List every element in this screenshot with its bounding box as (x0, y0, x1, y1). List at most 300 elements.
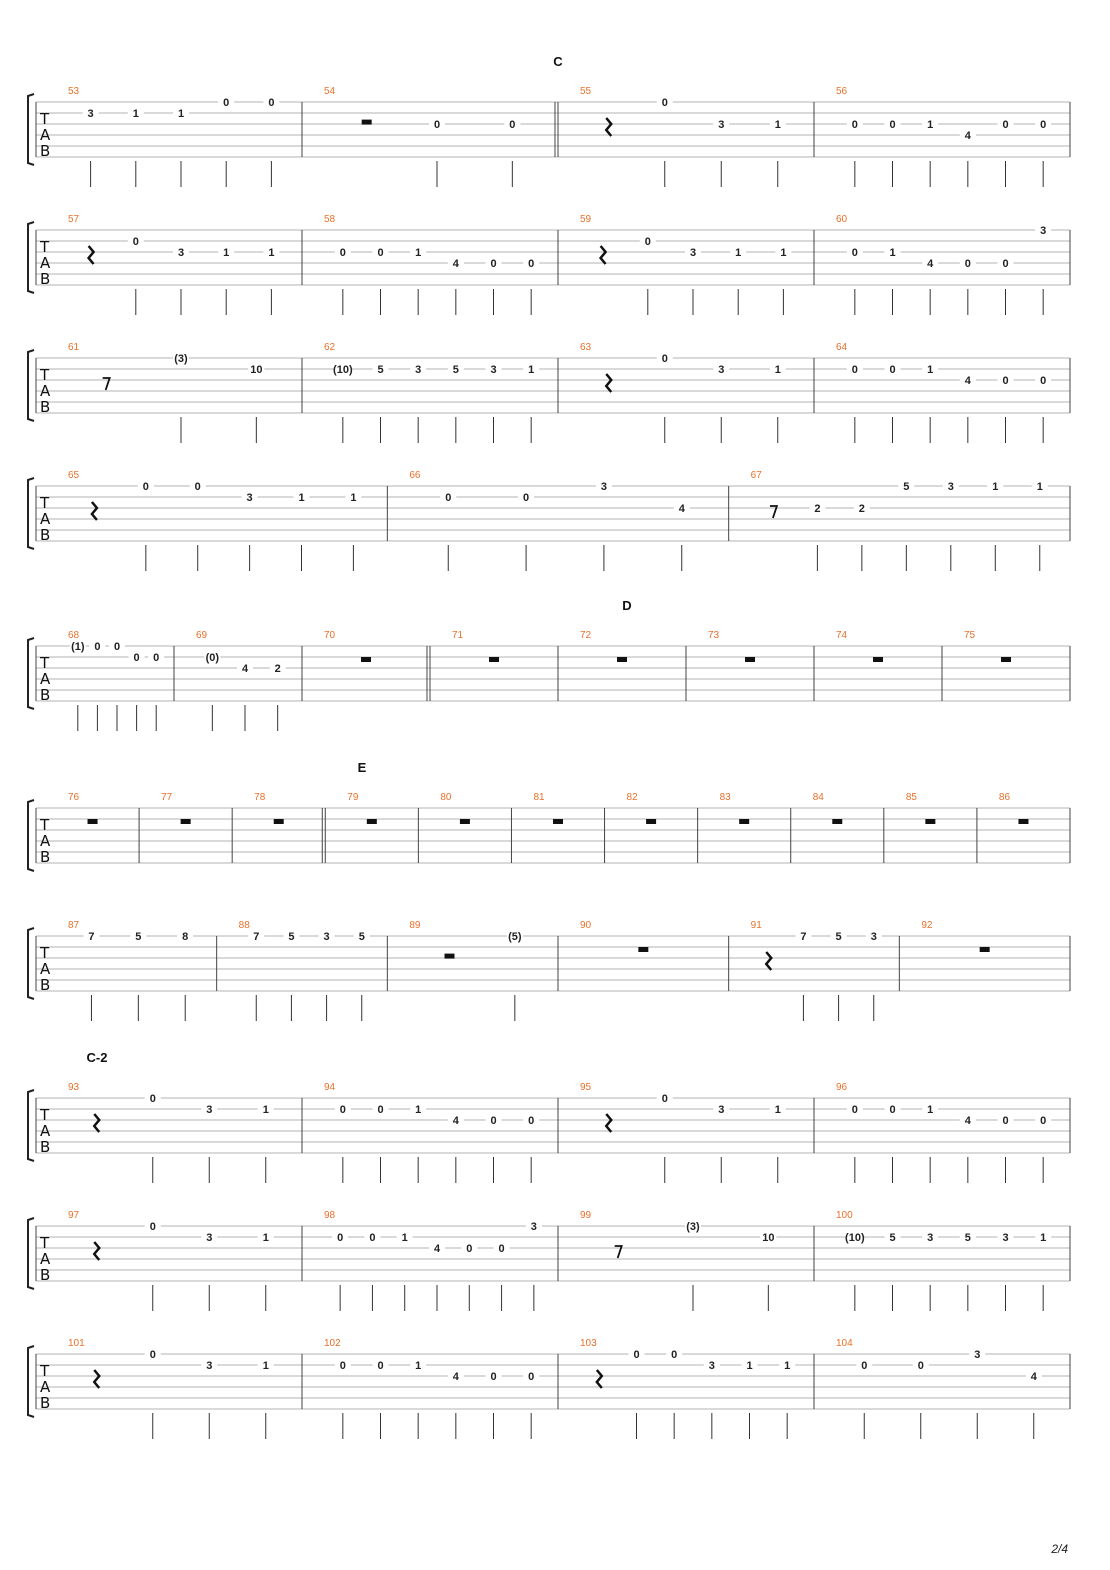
measure-number: 59 (580, 214, 592, 225)
tab-clef-letter: B (40, 398, 51, 416)
fret-number: 3 (1040, 225, 1047, 237)
tab-system (28, 86, 1070, 187)
tab-clef-letter: A (40, 832, 51, 850)
fret-number: 4 (452, 1371, 459, 1383)
fret-number: 0 (1002, 119, 1009, 131)
fret-number: 0 (528, 258, 535, 270)
whole-rest (745, 657, 755, 662)
measure-number: 89 (409, 920, 421, 931)
tab-clef-letter: A (40, 1378, 51, 1396)
fret-number: 1 (889, 247, 896, 259)
system-bracket (28, 222, 34, 293)
fret-number: 0 (113, 641, 121, 653)
fret-number: 0 (433, 119, 441, 131)
fret-number: 3 (490, 364, 497, 376)
fret-number: 3 (718, 364, 725, 376)
tab-clef-letter: B (40, 976, 51, 994)
measure-number: 70 (324, 630, 336, 641)
measure (68, 342, 302, 443)
fret-number: 1 (774, 119, 781, 131)
whole-rest (1018, 819, 1028, 824)
quarter-rest (89, 246, 94, 264)
whole-rest (925, 819, 935, 824)
measure-number: 54 (324, 86, 336, 97)
fret-number: 0 (509, 119, 516, 131)
measure (196, 630, 302, 731)
fret-number: 0 (964, 258, 971, 270)
system-bracket (28, 478, 34, 549)
fret-number: 5 (135, 931, 142, 943)
fret-number: 0 (661, 1093, 668, 1105)
fret-number: 0 (528, 1371, 535, 1383)
fret-number: 1 (1036, 481, 1043, 493)
tab-clef-letter: T (40, 494, 50, 512)
fret-number: 2 (274, 663, 281, 675)
fret-number: 1 (992, 481, 999, 493)
measure-number: 83 (719, 792, 731, 803)
measure (409, 470, 728, 571)
system-bracket (28, 350, 34, 421)
measure-number: 96 (836, 1082, 848, 1093)
fret-number: 0 (149, 1349, 156, 1361)
quarter-rest (92, 502, 97, 520)
fret-number: 3 (689, 247, 697, 259)
measure-number: 93 (68, 1082, 80, 1093)
whole-rest (88, 819, 98, 824)
measure-number: 81 (533, 792, 545, 803)
fret-number: 1 (415, 1104, 422, 1116)
fret-number: 0 (339, 247, 346, 259)
measure-number: 55 (580, 86, 592, 97)
system-bracket (28, 94, 34, 165)
tab-clef-letter: T (40, 816, 50, 834)
measure-number: 99 (580, 1210, 592, 1221)
fret-number: 1 (268, 247, 275, 259)
tab-clef-letter: T (40, 944, 50, 962)
fret-number: 0 (661, 97, 668, 109)
system-bracket (28, 1218, 34, 1289)
fret-number: 0 (861, 1360, 868, 1372)
fret-number: 0 (369, 1232, 376, 1244)
measure-number: 97 (68, 1210, 80, 1221)
section-label: C-2 (86, 1050, 108, 1065)
fret-number: 3 (323, 931, 330, 943)
fret-number: 0 (223, 97, 230, 109)
tab-clef-letter: A (40, 254, 51, 272)
fret-number: 3 (206, 1104, 213, 1116)
measure-number: 64 (836, 342, 848, 353)
measure-number: 80 (440, 792, 452, 803)
fret-number: 3 (530, 1221, 537, 1233)
fret-number: 10 (250, 364, 263, 376)
whole-rest (274, 819, 284, 824)
measure-number: 76 (68, 792, 80, 803)
measure-number: 66 (409, 470, 421, 481)
measure (324, 214, 558, 315)
quarter-rest (601, 246, 606, 264)
measure-number: 84 (812, 792, 824, 803)
fret-number: 3 (1002, 1232, 1009, 1244)
measure-number: 100 (836, 1210, 853, 1221)
fret-number: 0 (889, 1104, 896, 1116)
fret-number: 0 (889, 364, 896, 376)
fret-number: 3 (870, 931, 877, 943)
fret-number: 3 (600, 481, 607, 493)
fret-number: 4 (964, 130, 971, 142)
measure-number: 57 (68, 214, 80, 225)
measure-number: 95 (580, 1082, 592, 1093)
fret-number: 0 (851, 119, 858, 131)
fret-number: 3 (206, 1360, 213, 1372)
tab-system (28, 630, 1070, 731)
fret-number: 0 (133, 652, 140, 664)
fret-number: (10) (845, 1232, 865, 1244)
tab-clef-letter: T (40, 1106, 50, 1124)
measure (555, 86, 814, 187)
fret-number: 4 (678, 503, 685, 515)
quarter-rest (94, 1370, 99, 1388)
fret-number: 7 (88, 931, 95, 943)
tab-clef-letter: B (40, 1138, 51, 1156)
fret-number: 0 (917, 1360, 924, 1372)
fret-number: (1) (71, 641, 85, 653)
fret-number: 3 (177, 247, 185, 259)
section-label: D (622, 598, 632, 613)
fret-number: 0 (1040, 375, 1047, 387)
measure (580, 214, 814, 315)
measure-number: 56 (836, 86, 848, 97)
fret-number: 0 (889, 119, 896, 131)
fret-number: 1 (927, 364, 934, 376)
fret-number: 1 (262, 1232, 269, 1244)
measure (751, 920, 900, 1021)
fret-number: 2 (858, 503, 865, 515)
fret-number: (5) (508, 931, 522, 943)
whole-rest (367, 819, 377, 824)
measure (836, 1210, 1070, 1311)
fret-number: 0 (633, 1349, 640, 1361)
fret-number: 3 (718, 1104, 725, 1116)
measure (324, 1082, 558, 1183)
fret-number: 4 (964, 375, 971, 387)
measure (68, 86, 302, 187)
fret-number: 0 (153, 652, 160, 664)
measure-number: 92 (921, 920, 933, 931)
measure (68, 470, 387, 571)
fret-number: 1 (780, 247, 787, 259)
fret-number: 7 (800, 931, 807, 943)
fret-number: 5 (903, 481, 910, 493)
half-rest (445, 954, 455, 959)
fret-number: 1 (262, 1104, 269, 1116)
quarter-rest (94, 1242, 99, 1260)
measure-number: 73 (708, 630, 720, 641)
fret-number: 5 (358, 931, 365, 943)
fret-number: 5 (377, 364, 384, 376)
fret-number: 0 (490, 1371, 497, 1383)
quarter-rest (606, 118, 611, 136)
system-bracket (28, 800, 34, 871)
whole-rest (980, 947, 990, 952)
fret-number: 8 (182, 931, 189, 943)
measure (836, 342, 1070, 443)
fret-number: 0 (1040, 1115, 1047, 1127)
fret-number: 0 (149, 1221, 156, 1233)
fret-number: 0 (490, 1115, 497, 1127)
fret-number: 4 (433, 1243, 441, 1255)
fret-number: 0 (851, 364, 858, 376)
tab-clef-letter: A (40, 126, 51, 144)
fret-number: (3) (686, 1221, 700, 1233)
tab-clef-letter: B (40, 1394, 51, 1412)
fret-number: 0 (1040, 119, 1047, 131)
fret-number: 3 (718, 119, 725, 131)
fret-number: 0 (498, 1243, 505, 1255)
measure-number: 69 (196, 630, 208, 641)
fret-number: (10) (333, 364, 353, 376)
measure (580, 1338, 814, 1439)
tab-clef-letter: T (40, 1362, 50, 1380)
tab-system (28, 214, 1070, 315)
whole-rest (181, 819, 191, 824)
fret-number: (3) (174, 353, 188, 365)
fret-number: 0 (339, 1360, 346, 1372)
fret-number: 0 (644, 236, 651, 248)
quarter-rest (766, 952, 771, 970)
measure (836, 214, 1070, 315)
fret-number: 3 (947, 481, 954, 493)
fret-number: 1 (415, 1360, 422, 1372)
measure-number: 88 (238, 920, 250, 931)
tab-clef-letter: B (40, 142, 51, 160)
measure (580, 1210, 814, 1311)
tab-clef-letter: T (40, 238, 50, 256)
measure-number: 79 (347, 792, 359, 803)
measure-number: 60 (836, 214, 848, 225)
tab-clef-letter: B (40, 686, 51, 704)
measure-number: 63 (580, 342, 592, 353)
measure-number: 68 (68, 630, 80, 641)
measure (324, 1210, 558, 1311)
fret-number: 1 (927, 119, 934, 131)
measure-number: 75 (964, 630, 976, 641)
fret-number: 3 (206, 1232, 213, 1244)
fret-number: 1 (774, 1104, 781, 1116)
measure (324, 86, 558, 187)
fret-number: 4 (452, 258, 459, 270)
fret-number: 3 (927, 1232, 934, 1244)
measure-number: 91 (750, 920, 762, 931)
measure-number: 61 (68, 342, 80, 353)
section-label: C (553, 54, 563, 69)
measure (68, 920, 217, 1021)
measure (836, 1338, 1070, 1439)
fret-number: 2 (814, 503, 821, 515)
fret-number: 1 (746, 1360, 753, 1372)
measure (836, 1082, 1070, 1183)
fret-number: 1 (223, 247, 230, 259)
fret-number: 0 (268, 97, 275, 109)
fret-number: 0 (377, 1104, 384, 1116)
measure (68, 1338, 302, 1439)
fret-number: 3 (974, 1349, 981, 1361)
fret-number: 3 (87, 108, 94, 120)
tab-clef-letter: A (40, 1122, 51, 1140)
fret-number: 5 (288, 931, 295, 943)
fret-number: 4 (927, 258, 934, 270)
fret-number: 3 (246, 492, 253, 504)
whole-rest (832, 819, 842, 824)
whole-rest (646, 819, 656, 824)
fret-number: 1 (298, 492, 305, 504)
tab-clef-letter: T (40, 654, 50, 672)
fret-number: 0 (142, 481, 149, 493)
fret-number: 1 (927, 1104, 934, 1116)
fret-number: 0 (851, 1104, 858, 1116)
tab-clef-letter: T (40, 1234, 50, 1252)
whole-rest (553, 819, 563, 824)
tab-clef-letter: A (40, 510, 51, 528)
fret-number: 0 (671, 1349, 678, 1361)
measure (580, 342, 814, 443)
fret-number: 0 (1002, 1115, 1009, 1127)
whole-rest (617, 657, 627, 662)
fret-number: 0 (1002, 375, 1009, 387)
fret-number: 1 (415, 247, 422, 259)
measure-number: 58 (324, 214, 336, 225)
fret-number: 1 (262, 1360, 269, 1372)
tab-system (28, 342, 1070, 443)
tab-clef-letter: B (40, 848, 51, 866)
measure (239, 920, 388, 1021)
whole-rest (739, 819, 749, 824)
measure-number: 102 (324, 1338, 341, 1349)
tab-system (28, 1338, 1070, 1439)
measure-number: 53 (68, 86, 80, 97)
measure-number: 98 (324, 1210, 336, 1221)
whole-rest (361, 657, 371, 662)
fret-number: 7 (253, 931, 260, 943)
tab-system (28, 1082, 1070, 1183)
fret-number: 0 (94, 641, 101, 653)
fret-number: 4 (452, 1115, 459, 1127)
fret-number: 1 (784, 1360, 791, 1372)
fret-number: 4 (1030, 1371, 1037, 1383)
fret-number: 0 (194, 481, 201, 493)
whole-rest (638, 947, 648, 952)
measure (68, 1082, 302, 1183)
measure (580, 1082, 814, 1183)
fret-number: 1 (1040, 1232, 1047, 1244)
fret-number: 0 (851, 247, 858, 259)
fret-number: 0 (377, 247, 384, 259)
fret-number: 1 (177, 108, 185, 120)
fret-number: 4 (241, 663, 249, 675)
tab-clef-letter: B (40, 1266, 51, 1284)
fret-number: 3 (708, 1360, 715, 1372)
system-bracket (28, 1090, 34, 1161)
measure (324, 1338, 558, 1439)
measure-number: 62 (324, 342, 336, 353)
fret-number: 0 (1002, 258, 1009, 270)
fret-number: 0 (466, 1243, 473, 1255)
page-number: 2/4 (1051, 1542, 1068, 1556)
quarter-rest (94, 1114, 99, 1132)
tab-clef-letter: B (40, 526, 51, 544)
fret-number: 1 (774, 364, 781, 376)
fret-number: 1 (132, 108, 139, 120)
fret-number: 5 (452, 364, 459, 376)
fret-number: 5 (964, 1232, 971, 1244)
fret-number: 0 (528, 1115, 535, 1127)
tab-system (28, 1210, 1070, 1311)
section-label: E (357, 760, 367, 775)
tab-clef-letter: A (40, 960, 51, 978)
system-bracket (28, 638, 34, 709)
fret-number: 5 (835, 931, 842, 943)
fret-number: 4 (964, 1115, 971, 1127)
fret-number: 0 (337, 1232, 344, 1244)
measure (409, 920, 558, 1021)
fret-number: 0 (445, 492, 452, 504)
fret-number: 0 (149, 1093, 156, 1105)
fret-number: (0) (205, 652, 220, 664)
measure (68, 1210, 302, 1311)
tab-system (28, 920, 1070, 1021)
quarter-rest (597, 1370, 602, 1388)
whole-rest (460, 819, 470, 824)
half-rest (362, 120, 372, 125)
measure-number: 67 (750, 470, 762, 481)
measure-number: 74 (836, 630, 848, 641)
fret-number: 1 (528, 364, 535, 376)
fret-number: 0 (377, 1360, 384, 1372)
quarter-rest (606, 374, 611, 392)
measure (68, 214, 302, 315)
measure-number: 86 (998, 792, 1011, 803)
measure-number: 101 (68, 1338, 85, 1349)
measure (324, 342, 558, 443)
measure-number: 77 (161, 792, 173, 803)
measure-number: 87 (68, 920, 80, 931)
measure (836, 86, 1070, 187)
fret-number: 1 (350, 492, 357, 504)
tab-clef-letter: A (40, 670, 51, 688)
system-bracket (28, 928, 34, 999)
tab-clef-letter: A (40, 382, 51, 400)
whole-rest (1001, 657, 1011, 662)
fret-number: 0 (523, 492, 530, 504)
fret-number: 1 (401, 1232, 408, 1244)
measure-number: 72 (580, 630, 592, 641)
system-bracket (28, 1346, 34, 1417)
measure-number: 71 (452, 630, 464, 641)
fret-number: 0 (339, 1104, 346, 1116)
tab-clef-letter: T (40, 366, 50, 384)
tab-clef-letter: A (40, 1250, 51, 1268)
measure-number: 82 (626, 792, 638, 803)
measure-number: 90 (580, 920, 592, 931)
measure-number: 65 (68, 470, 80, 481)
fret-number: 3 (415, 364, 422, 376)
tab-system (28, 792, 1070, 871)
tab-clef-letter: T (40, 110, 50, 128)
measure-number: 104 (836, 1338, 853, 1349)
measure-number: 94 (324, 1082, 336, 1093)
fret-number: 0 (661, 353, 668, 365)
tab-system (28, 470, 1070, 571)
quarter-rest (606, 1114, 611, 1132)
